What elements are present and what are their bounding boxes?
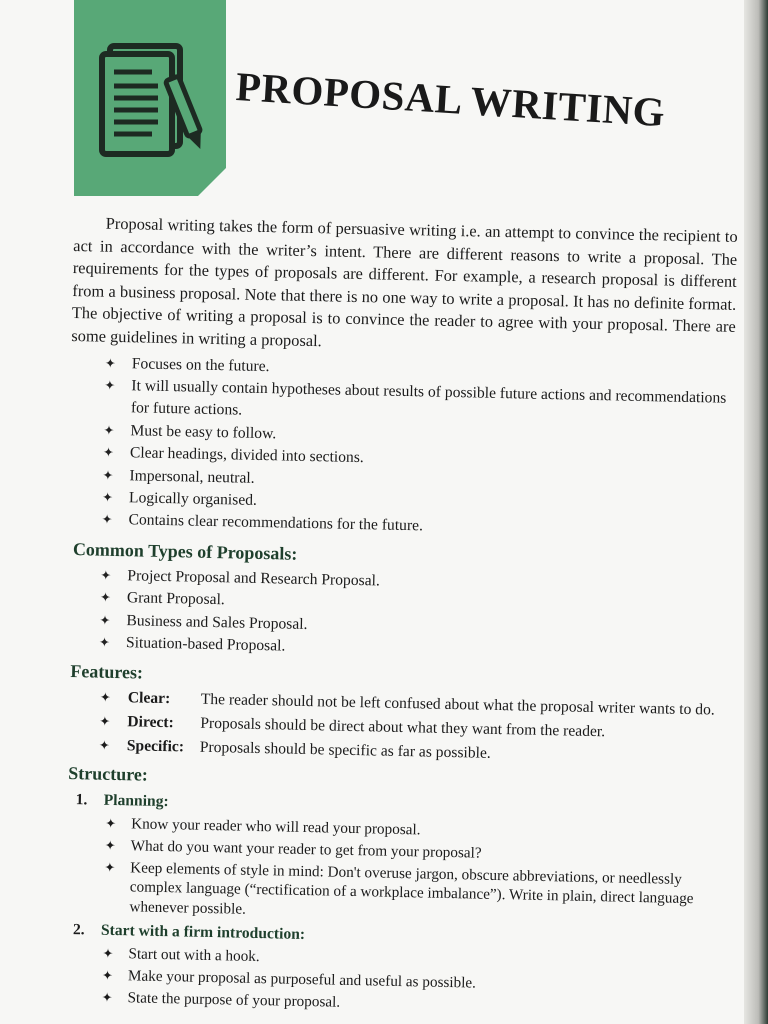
list-item: ✦ What do you want your reader to get from your proposal?	[105, 836, 725, 869]
list-item: ✦ Project Proposal and Research Proposal.	[100, 564, 730, 600]
list-item: ✦ Start out with a hook.	[102, 944, 722, 977]
features-list	[63, 686, 728, 769]
list-item: ✦ Impersonal, neutral.	[102, 464, 732, 500]
list-item: ✦ Keep elements of style in mind: Don't overuse jargon, obscure abbreviations, or needlessly complex language (“rectification of a workplace imbalance”). Write in plain, direct language whenever possible.	[103, 857, 724, 929]
feature-desc: Proposals should be specific as far as possible.	[199, 739, 491, 763]
list-item: ✦ State the purpose of your proposal.	[101, 987, 721, 1020]
list-item: ✦ Contains clear recommendations for the future.	[101, 509, 731, 545]
list-item: ✦ Must be easy to follow.	[103, 419, 733, 455]
feature-desc: The reader should not be left confused about what the proposal writer wants to do.	[200, 691, 715, 719]
document-with-pencil-icon	[92, 36, 212, 166]
page-fold	[198, 168, 226, 196]
intro-paragraph: Proposal writing takes the form of persuasive writing i.e. an attempt to convince the recipient to act in accordance with the writer’s intent. There are different reasons to write a proposal. The requirements for the types of proposals are different. For example, a research proposal is different from a business proposal. Note that there is no one way to write a proposal. It has no definite format. The objective of writing a proposal is to convince the reader to agree with your proposal. There are some guidelines in writing a proposal.	[71, 213, 738, 351]
step-number: 1.	[75, 791, 88, 809]
planning-list	[59, 813, 725, 929]
introduction-list	[57, 943, 722, 1020]
list-item: ✦ Know your reader who will read your proposal.	[105, 814, 725, 847]
list-item: ✦ Business and Sales Proposal.	[99, 609, 729, 645]
list-item: ✦ Make your proposal as purposeful and useful as possible.	[102, 966, 722, 999]
guidelines-list	[67, 352, 735, 545]
list-item: ✦ Logically organised.	[102, 487, 732, 523]
list-item: ✦ It will usually contain hypotheses about results of possible future actions and recommendations for future actions.	[104, 375, 735, 433]
list-item: ✦ Focuses on the future.	[105, 352, 735, 388]
structure-heading: Structure:	[68, 763, 149, 786]
list-item: ✦ Clear headings, divided into sections.	[103, 442, 733, 478]
features-heading: Features:	[70, 661, 144, 683]
feature-term: ✦ Clear:	[127, 689, 171, 708]
list-item: ✦ Grant Proposal.	[100, 587, 730, 623]
feature-term: ✦ Specific:	[126, 737, 185, 756]
page-edge	[744, 0, 768, 1024]
step-number: 2.	[72, 921, 85, 939]
content	[57, 212, 738, 1022]
step-label: Start with a firm introduction:	[100, 922, 306, 944]
list-item: ✦ Situation-based Proposal.	[99, 632, 729, 668]
types-heading: Common Types of Proposals:	[72, 538, 298, 564]
step-label: Planning:	[103, 792, 169, 811]
feature-term: ✦ Direct:	[127, 713, 174, 732]
page-title: PROPOSAL WRITING	[234, 63, 667, 136]
chapter-icon-box	[74, 0, 226, 196]
feature-desc: Proposals should be direct about what they want from the reader.	[200, 715, 606, 741]
types-list	[65, 564, 731, 668]
